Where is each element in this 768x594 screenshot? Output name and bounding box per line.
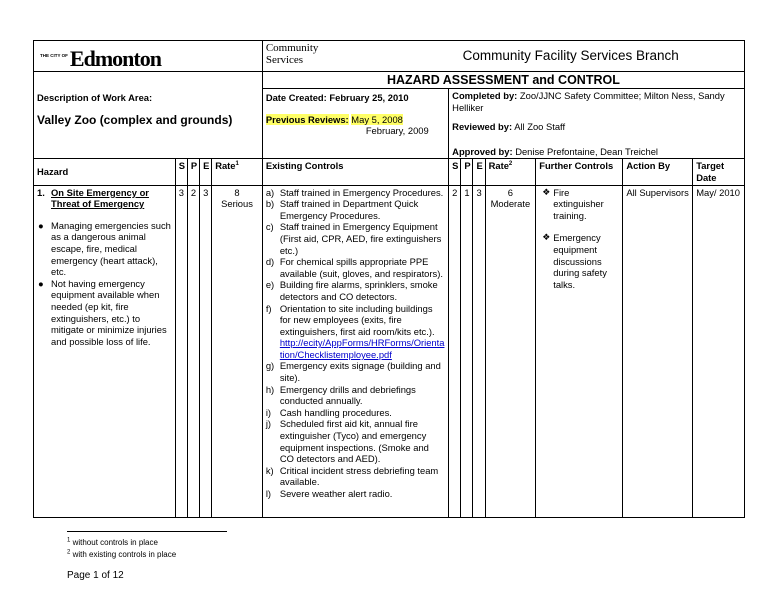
branch-name: Community Facility Services Branch — [449, 41, 745, 72]
col-s2: S — [449, 159, 461, 185]
hazard-cell — [34, 185, 176, 517]
department-cell — [262, 41, 448, 72]
reviewed-by: Reviewed by: All Zoo Staff — [452, 121, 566, 133]
diamond-bullet-icon: ❖ — [542, 186, 551, 197]
dates-cell — [262, 89, 448, 159]
approved-by: Approved by: Denise Prefontaine, Dean Treichel — [452, 145, 658, 157]
list-item: i) Cash handling procedures. — [265, 406, 392, 418]
footnote-1: $^1$ without controls in place — [67, 537, 158, 547]
existing-controls-cell — [262, 185, 448, 517]
city-logo — [34, 41, 262, 71]
col-p: P — [187, 159, 199, 185]
list-item: g) Emergency exits signage (building and site). — [265, 360, 441, 384]
column-header-row — [34, 159, 745, 185]
page-number: Page 1 of 12 — [67, 570, 124, 581]
col-hazard: Hazard — [34, 159, 176, 185]
date-created: Date Created: February 25, 2010 — [265, 92, 409, 103]
list-item: ❖ Fire extinguisher training. — [542, 186, 604, 221]
col-p2: P — [461, 159, 473, 185]
footnote-2: $^2$ with existing controls in place — [67, 549, 177, 559]
list-item: f) Orientation to site including buildings for new employees (exits, fire extinguishers, first aid room/kits etc.). http://ecity/AppForms/HRForms/Orientation/Checklistemployee.pdf — [265, 302, 445, 360]
table-row — [34, 185, 745, 517]
col-further-controls: Further Controls — [536, 159, 623, 185]
document-title: HAZARD ASSESSMENT and CONTROL — [262, 72, 744, 89]
list-item: ● Not having emergency equipment available when needed (ep kit, fire extinguishers, etc.) to mitigate or minimize injuries and possible loss of life. — [38, 277, 167, 347]
department-line-2: Services — [265, 54, 304, 66]
logo-small-text: THE CITY OF — [40, 53, 68, 58]
probability-1: 2 — [187, 185, 199, 517]
previous-reviews — [266, 114, 445, 126]
orientation-checklist-link[interactable]: http://ecity/AppForms/HRForms/Orientation/Checklistemployee.pdf — [279, 337, 445, 360]
col-rate1: Rate$^1$ — [212, 159, 263, 185]
rate-2: 6 Moderate — [485, 185, 536, 517]
list-item: d) For chemical spills appropriate PPE available (suit, gloves, and respirators). — [265, 256, 443, 279]
hazard-bullets — [37, 220, 172, 348]
severity-2: 2 — [449, 185, 461, 517]
col-existing-controls: Existing Controls — [262, 159, 448, 185]
list-item: b) Staff trained in Department Quick Emergency Procedures. — [265, 198, 419, 221]
existing-controls-list — [266, 187, 445, 500]
review-cell — [449, 89, 745, 159]
list-item: h) Emergency drills and debriefings conducted annually. — [265, 383, 416, 407]
target-date-cell: May/ 2010 — [693, 185, 745, 517]
exposure-1: 3 — [200, 185, 212, 517]
exposure-2: 3 — [473, 185, 485, 517]
col-rate2: Rate$^2$ — [485, 159, 536, 185]
previous-review-2: February, 2009 — [365, 125, 429, 137]
logo-cell — [34, 41, 263, 72]
list-item: j) Scheduled first aid kit, annual fire extinguisher (Tyco) and emergency equipment inspections. (Smoke and CO detectors and AED). — [265, 418, 429, 465]
col-target-date: Target Date — [693, 159, 745, 185]
list-item: ❖ Emergency equipment discussions during safety talks. — [542, 232, 607, 290]
previous-reviews-label: Previous Reviews: — [265, 113, 349, 125]
severity-1: 3 — [175, 185, 187, 517]
list-item: ● Managing emergencies such as a dangerous animal escape, fire, medical emergency (heart attack), etc. — [38, 219, 171, 278]
list-item: e) Building fire alarms, sprinklers, smoke detectors and CO detectors. — [265, 279, 438, 302]
department-line-1: Community — [265, 42, 319, 54]
list-item: a) Staff trained in Emergency Procedures. — [265, 186, 444, 198]
col-e: E — [200, 159, 212, 185]
hazard-table — [33, 40, 745, 518]
list-item: k) Critical incident stress debriefing team available. — [265, 464, 439, 488]
hazard-assessment-sheet — [33, 40, 745, 518]
list-item: c) Staff trained in Emergency Equipment (First aid, CPR, AED, fire extinguishers etc.) — [265, 221, 442, 256]
work-area-value: Valley Zoo (complex and grounds) — [37, 113, 233, 128]
footnotes — [67, 537, 176, 561]
diamond-bullet-icon: ❖ — [542, 232, 551, 243]
col-action-by: Action By — [623, 159, 693, 185]
rate-1: 8 Serious — [212, 185, 263, 517]
col-e2: E — [473, 159, 485, 185]
further-controls-list — [539, 187, 619, 291]
col-s: S — [175, 159, 187, 185]
probability-2: 1 — [461, 185, 473, 517]
hazard-title: 1. On Site Emergency or Threat of Emergency — [37, 186, 149, 210]
work-area-cell — [34, 89, 263, 159]
completed-by: Completed by: Zoo/JJNC Safety Committee; Milton Ness, Sandy Helliker — [452, 90, 725, 113]
list-item: l) Severe weather alert radio. — [265, 488, 393, 499]
previous-review-1: May 5, 2008 — [351, 113, 403, 125]
logo-wordmark: Edmonton — [69, 46, 161, 71]
further-controls-cell — [536, 185, 623, 517]
action-by-cell: All Supervisors — [623, 185, 693, 517]
footnote-divider — [67, 531, 227, 532]
work-area-label: Description of Work Area: — [37, 91, 153, 103]
